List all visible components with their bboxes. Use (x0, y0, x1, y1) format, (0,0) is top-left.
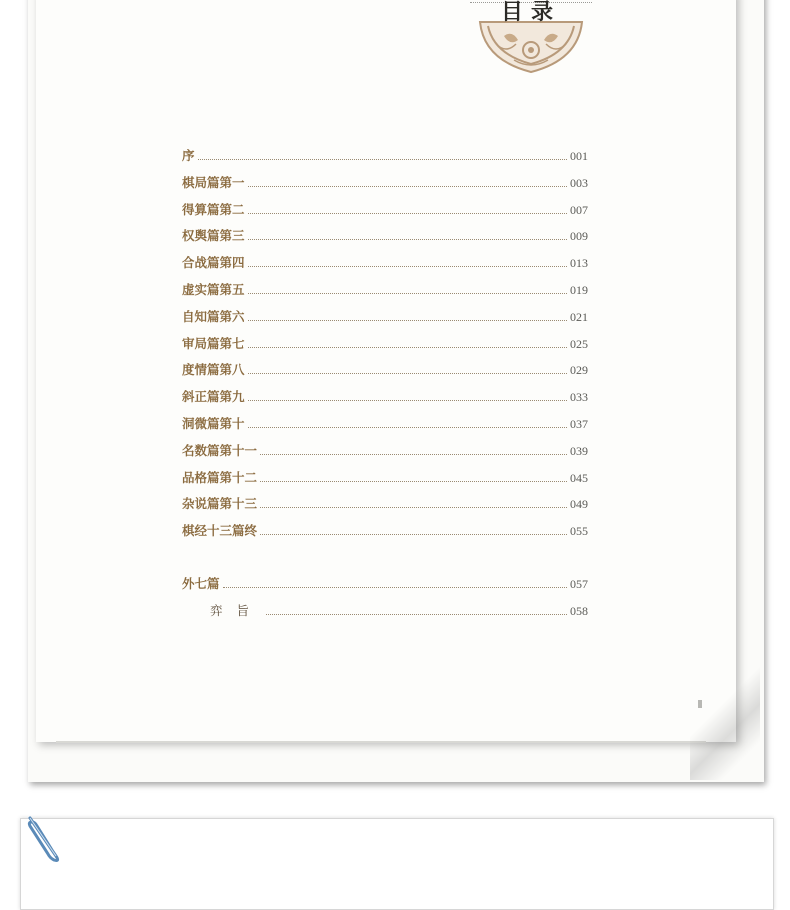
dot-leader (266, 613, 567, 615)
next-page-sheet (20, 818, 774, 910)
dot-leader (248, 265, 567, 267)
toc-appendix-subentry[interactable] (182, 601, 588, 628)
toc-entry-page: 003 (570, 175, 588, 190)
toc-entry-page: 045 (570, 470, 588, 485)
toc-entry-title: 棋局篇第一 (182, 174, 245, 190)
toc-entry-title: 序 (182, 148, 195, 163)
toc-entry-title: 虚实篇第五 (182, 281, 245, 297)
toc-entry[interactable] (182, 200, 588, 227)
toc-entry[interactable] (182, 414, 588, 441)
dot-leader (248, 212, 567, 214)
dot-leader (248, 399, 567, 401)
section-gap (182, 548, 588, 574)
toc-entry-title: 权舆篇第三 (182, 228, 245, 244)
toc-entry[interactable] (182, 521, 588, 548)
dot-leader (260, 533, 567, 535)
toc-entry-page: 019 (570, 282, 588, 297)
toc-entry-title: 外七篇 (182, 575, 220, 591)
toc-entry-title: 名数篇第十一 (182, 442, 258, 458)
toc-entry[interactable] (182, 146, 588, 173)
toc-entry[interactable] (182, 307, 588, 334)
toc-entry-title: 棋经十三篇终 (182, 523, 258, 539)
toc-entry-page: 013 (570, 256, 588, 271)
toc-entry-page: 033 (570, 390, 588, 405)
dot-leader (223, 586, 567, 588)
toc-entry[interactable] (182, 226, 588, 253)
paperclip-icon (20, 812, 64, 862)
toc-entry[interactable] (182, 360, 588, 387)
toc-entry[interactable] (182, 253, 588, 280)
toc-entry-page: 037 (570, 416, 588, 431)
toc-appendix-entry[interactable] (182, 574, 588, 601)
toc-entry-page: 021 (570, 309, 588, 324)
dot-leader (248, 372, 567, 374)
toc-entry[interactable] (182, 494, 588, 521)
toc-entry-title: 斜正篇第九 (182, 389, 245, 405)
toc-entry[interactable] (182, 173, 588, 200)
toc-entry-page: 057 (570, 576, 588, 591)
toc-entry-title: 杂说篇第十三 (182, 496, 258, 512)
dot-leader (260, 453, 567, 455)
toc-entry-title: 得算篇第二 (182, 201, 245, 217)
page-edge-line (56, 741, 706, 743)
toc-entry-page: 009 (570, 229, 588, 244)
dot-leader (198, 158, 567, 160)
dot-leader (248, 346, 567, 348)
dot-leader (260, 480, 567, 482)
dot-leader (260, 506, 567, 508)
page-curl (690, 660, 760, 780)
toc-entry[interactable] (182, 468, 588, 495)
toc-entry[interactable] (182, 387, 588, 414)
toc-entry-title: 自知篇第六 (182, 308, 245, 324)
toc-entry[interactable] (182, 334, 588, 361)
dot-leader (248, 319, 567, 321)
toc-entry[interactable] (182, 280, 588, 307)
toc-entry-page: 001 (570, 149, 588, 163)
toc-entry-title: 弈旨 (210, 602, 264, 618)
corner-mark (698, 700, 702, 708)
dot-leader (248, 292, 567, 294)
table-of-contents (182, 146, 588, 628)
toc-heading: 目录 (500, 0, 561, 25)
dot-leader (248, 238, 567, 240)
toc-entry-page: 025 (570, 336, 588, 351)
toc-entry-page: 029 (570, 363, 588, 378)
toc-entry-page: 058 (570, 603, 588, 618)
toc-entry-title: 度情篇第八 (182, 362, 245, 378)
toc-entry-page: 039 (570, 443, 588, 458)
toc-entry-page: 049 (570, 497, 588, 512)
toc-entry-title: 审局篇第七 (182, 335, 245, 351)
toc-entry[interactable] (182, 441, 588, 468)
dot-leader (248, 185, 567, 187)
toc-entry-page: 007 (570, 202, 588, 217)
toc-entry-page: 055 (570, 524, 588, 539)
toc-entry-title: 洞微篇第十 (182, 415, 245, 431)
toc-entry-title: 合战篇第四 (182, 255, 245, 271)
dot-leader (248, 426, 567, 428)
toc-entry-title: 品格篇第十二 (182, 469, 258, 485)
